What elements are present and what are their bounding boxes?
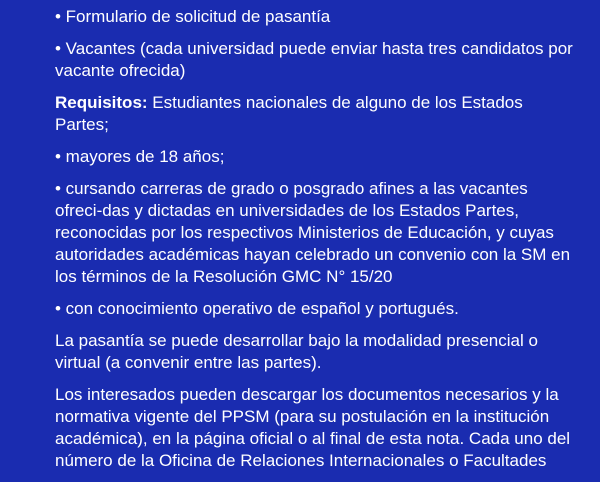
document-body [55,6,575,482]
list-item-vacancies: • Vacantes (cada universidad puede enviar hasta tres candidatos por vacante ofrecida) [55,39,573,80]
download-paragraph: Los interesados pueden descargar los documentos necesarios y la normativa vigente del PPSM (para su postulación en la institución académica), en la página oficial o al final de esta nota. Cada uno del número de la Oficina de Relaciones Internacionales o Facultades [55,385,571,470]
modality-paragraph: La pasantía se puede desarrollar bajo la modalidad presencial o virtual (a convenir entre las partes). [55,331,538,372]
requirements-text: Estudiantes nacionales de alguno de los Estados Partes; [55,93,523,134]
requirement-item-studies: • cursando carreras de grado o posgrado afines a las vacantes ofreci-das y dictadas en universidades de los Estados Partes, reconocidas por los respectivos Ministerios de Educación, y cuyas autoridades académicas hayan celebrado un convenio con la SM en los términos de la Resolución GMC N° 15/20 [55,179,571,286]
requirements-label: Requisitos: [55,93,148,112]
requirement-item-languages: • con conocimiento operativo de español y portugués. [55,299,459,318]
requirements-paragraph [55,92,575,136]
requirement-item-age: • mayores de 18 años; [55,147,225,166]
list-item-form: • Formulario de solicitud de pasantía [55,7,331,26]
